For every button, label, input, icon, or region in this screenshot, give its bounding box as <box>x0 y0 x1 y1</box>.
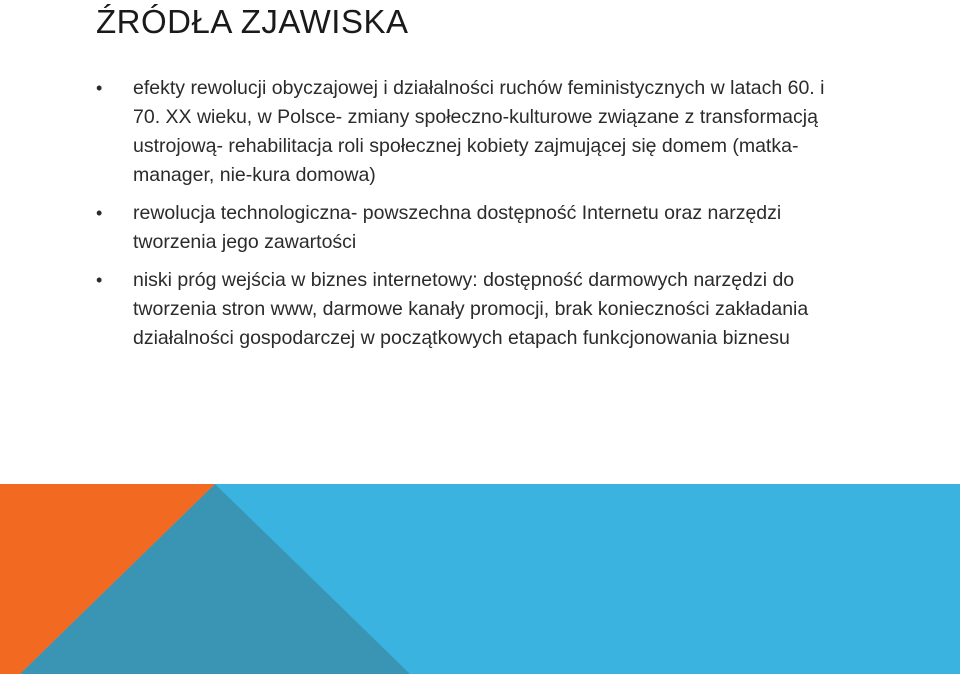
slide-title: ŹRÓDŁA ZJAWISKA <box>96 3 409 40</box>
bullet-item-1 <box>96 74 826 190</box>
decorative-footer-shapes <box>0 484 960 674</box>
bullet-text-2: rewolucja technologiczna- powszechna dostępność Internetu oraz narzędzi tworzenia jego zawartości <box>133 202 782 253</box>
bullet-dot: • <box>96 78 103 98</box>
bullet-item-2 <box>96 199 826 257</box>
bullet-text-1: efekty rewolucji obyczajowej i działalności ruchów feministycznych w latach 60. i 70. XX wieku, w Polsce- zmiany społeczno-kulturowe związane z transformacją ustrojową- rehabilitacja roli społecznej kobiety zajmującej się domem (matka-manager, nie-kura domowa) <box>133 77 825 186</box>
bullet-dot: • <box>96 203 103 223</box>
bullet-list <box>96 74 826 362</box>
bullet-text-3: niski próg wejścia w biznes internetowy: dostępność darmowych narzędzi do tworzenia stron www, darmowe kanały promocji, brak konieczności zakładania działalności gospodarczej w początkowych etapach funkcjonowania biznesu <box>133 269 809 349</box>
bullet-dot: • <box>96 270 103 290</box>
bullet-item-3 <box>96 266 826 353</box>
